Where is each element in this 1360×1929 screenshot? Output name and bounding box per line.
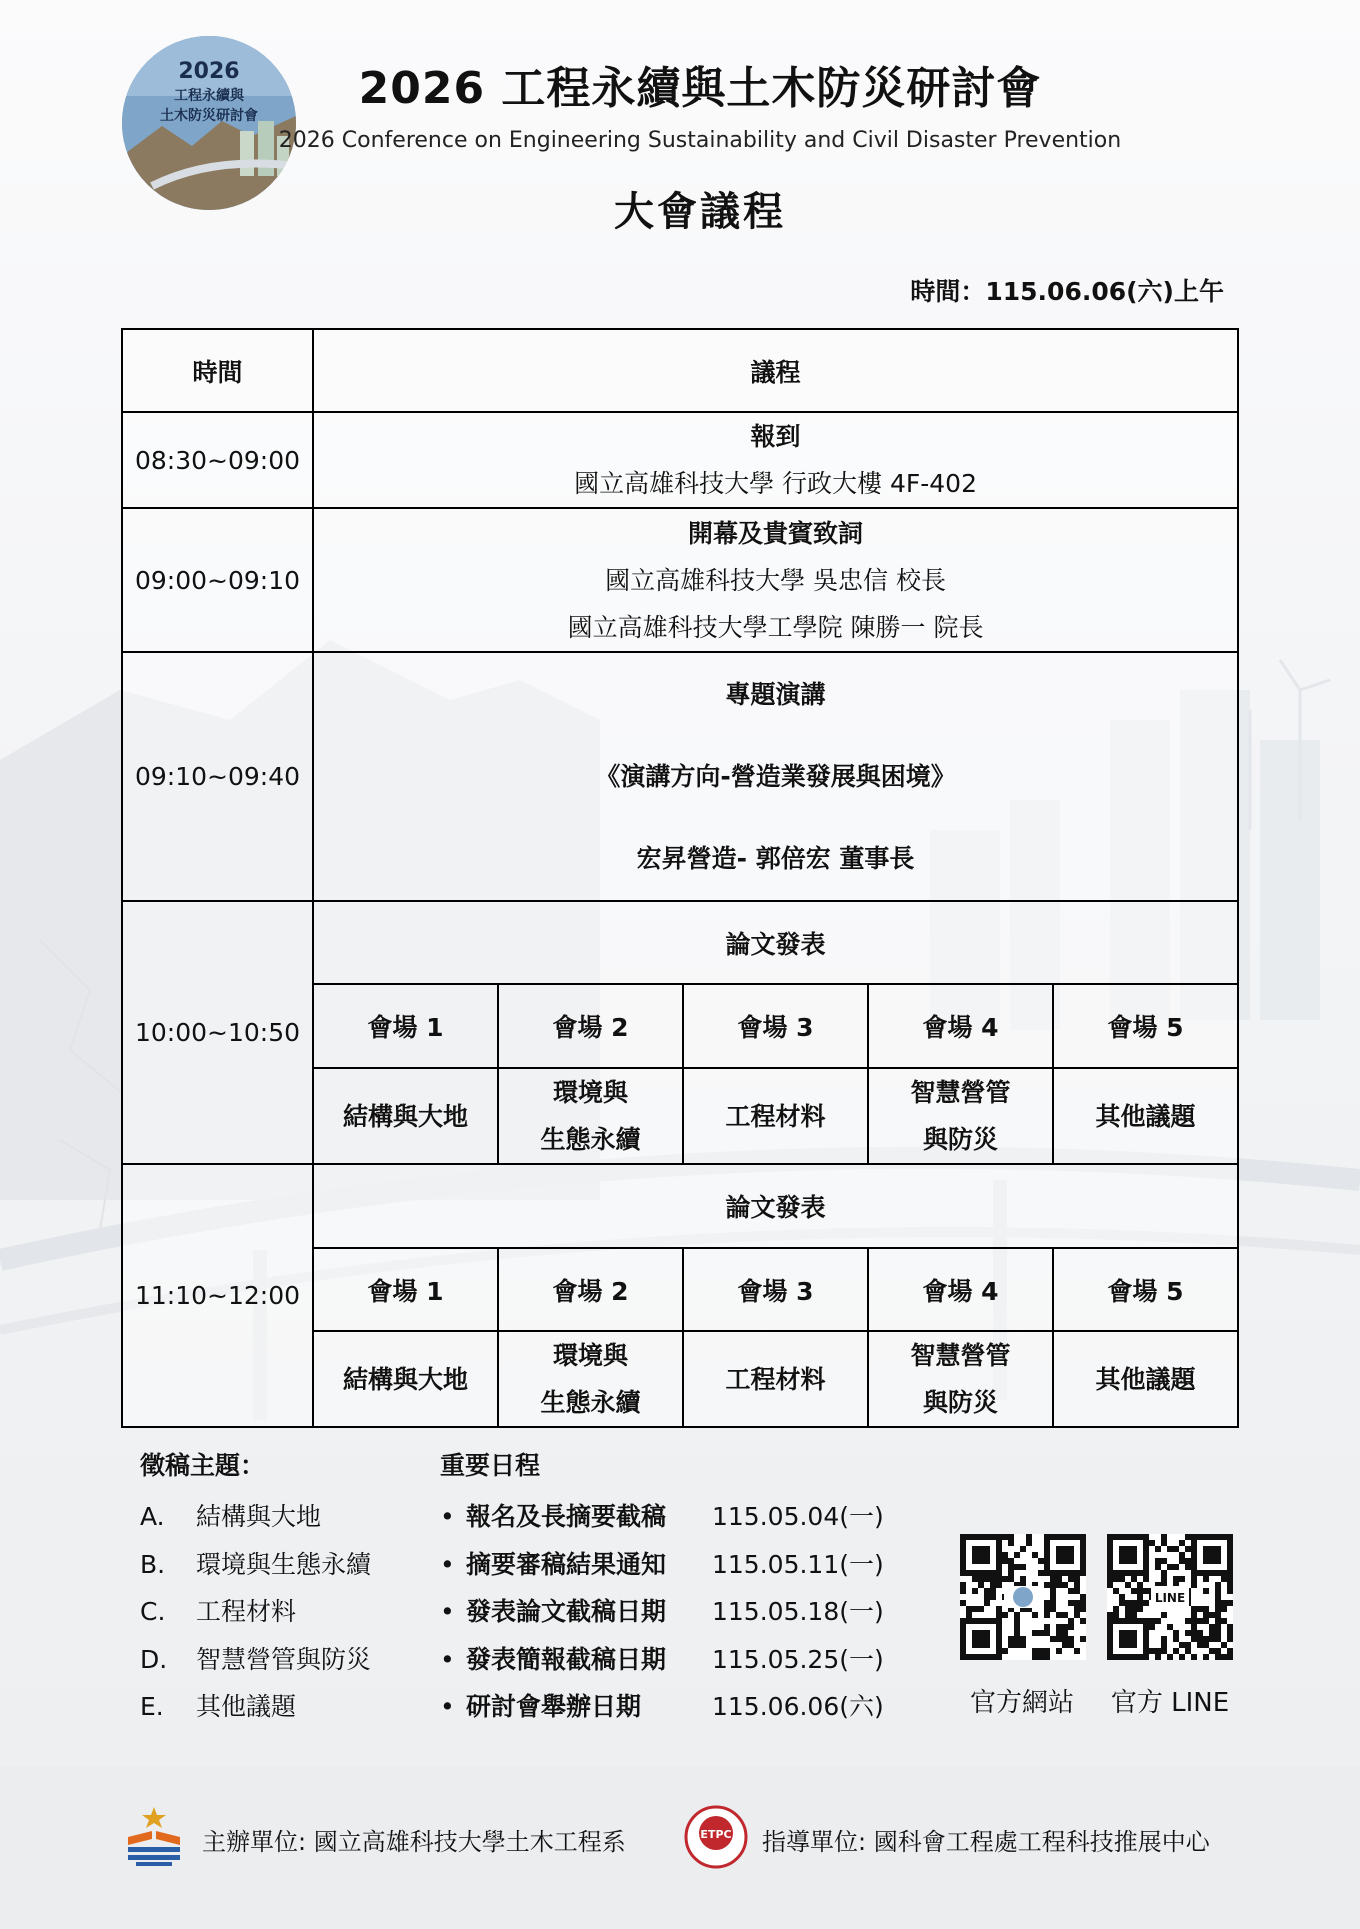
agenda-line: 國立高雄科技大學 吳忠信 校長 [605,565,946,595]
svg-text:2026: 2026 [178,59,240,84]
list-item: E. 其他議題 [140,1692,297,1721]
venue-cell: 會場 1 [313,984,498,1068]
call-for-papers [140,1446,371,1731]
row-agenda [313,508,1238,652]
topic-cell: 結構與大地 [313,1068,498,1164]
website-qr-label: 官方網站 [969,1688,1074,1718]
table-row [122,901,1238,984]
agenda-table [121,328,1239,1428]
important-dates [440,1446,884,1731]
list-item: • 發表論文截稿日期 115.05.18(一) [440,1588,884,1636]
row-time: 09:00~09:10 [122,508,313,652]
venue-cell: 會場 3 [683,1248,868,1331]
agenda-line: 《演講方向-營造業發展與困境》 [595,761,956,791]
list-item: • 研討會舉辦日期 115.06.06(六) [440,1683,884,1731]
venue-cell: 會場 5 [1053,1248,1238,1331]
list-item: • 發表簡報截稿日期 115.05.25(一) [440,1636,884,1684]
topic-cell: 工程材料 [683,1331,868,1427]
dates-heading: 重要日程 [440,1451,541,1480]
bullet-icon: • [440,1692,455,1721]
logo-text-line2: 土木防災研討會 [160,108,258,124]
venue-cell: 會場 2 [498,984,683,1068]
row-time: 09:10~09:40 [122,652,313,901]
row-time: 08:30~09:00 [122,412,313,508]
topic-cell: 環境與 生態永續 [498,1331,683,1427]
topic-cell: 其他議題 [1053,1068,1238,1164]
list-item: • 報名及長摘要截稿 115.05.04(一) [440,1493,884,1541]
list-item: A. 結構與大地 [140,1502,322,1531]
table-row [122,1164,1238,1248]
agenda-line: 報到 [750,422,801,451]
table-row [122,412,1238,508]
list-item: C. 工程材料 [140,1597,297,1626]
row-agenda [313,412,1238,508]
website-qr-code[interactable] [960,1534,1086,1660]
organizer-text: 主辦單位: 國立高雄科技大學土木工程系 [202,1828,626,1856]
session-time: 10:00~10:50 [122,901,313,1164]
line-qr-center-text: LINE [1154,1591,1186,1605]
bullet-icon: • [440,1644,455,1674]
agenda-line: 國立高雄科技大學 行政大樓 4F-402 [574,469,977,498]
page-title: 2026 工程永續與土木防災研討會 [358,63,1042,114]
bullet-icon: • [440,1597,455,1626]
session-title: 論文發表 [313,901,1238,984]
table-header-row [122,329,1238,412]
row-agenda [313,652,1238,901]
line-qr-label: 官方 LINE [1110,1688,1230,1718]
list-item: D. 智慧營管與防災 [140,1644,372,1674]
venue-cell: 會場 4 [868,1248,1053,1331]
topic-cell: 環境與 生態永續 [498,1068,683,1164]
topics-heading: 徵稿主題： [140,1451,266,1480]
agenda-line: 開幕及貴賓致詞 [688,518,864,548]
topic-cell: 智慧營管 與防災 [868,1068,1053,1164]
venue-cell: 會場 5 [1053,984,1238,1068]
header-agenda: 議程 [313,329,1238,412]
venue-cell: 會場 2 [498,1248,683,1331]
header-time: 時間 [122,329,313,412]
guidance-logo-icon [684,1805,748,1869]
bullet-icon: • [440,1549,455,1579]
agenda-heading: 大會議程 [614,189,786,235]
topic-cell: 其他議題 [1053,1331,1238,1427]
guidance-text: 指導單位: 國科會工程處工程科技推展中心 [762,1828,1210,1856]
table-row [122,508,1238,652]
table-row [122,652,1238,901]
list-item: • 摘要審稿結果通知 115.05.11(一) [440,1541,884,1589]
bullet-icon: • [440,1502,455,1531]
organizer-logo-icon [122,1805,186,1869]
list-item: B. 環境與生態永續 [140,1549,372,1579]
venue-cell: 會場 3 [683,984,868,1068]
topic-cell: 工程材料 [683,1068,868,1164]
agenda-line: 專題演講 [725,679,826,709]
line-qr-code[interactable] [1107,1534,1233,1660]
logo-text-line1: 工程永續與 [174,88,244,104]
guidance-logo-text: ETPC [700,1828,732,1841]
agenda-line: 國立高雄科技大學工學院 陳勝一 院長 [567,612,984,642]
topic-cell: 智慧營管 與防災 [868,1331,1053,1427]
date-line: 時間：115.06.06(六)上午 [910,277,1224,306]
venue-cell: 會場 4 [868,984,1053,1068]
session-title: 論文發表 [313,1164,1238,1248]
page-subtitle: 2026 Conference on Engineering Sustainability and Civil Disaster Prevention [278,128,1122,153]
agenda-line: 宏昇營造- 郭倍宏 董事長 [636,843,915,873]
topic-cell: 結構與大地 [313,1331,498,1427]
session-time: 11:10~12:00 [122,1164,313,1427]
venue-cell: 會場 1 [313,1248,498,1331]
